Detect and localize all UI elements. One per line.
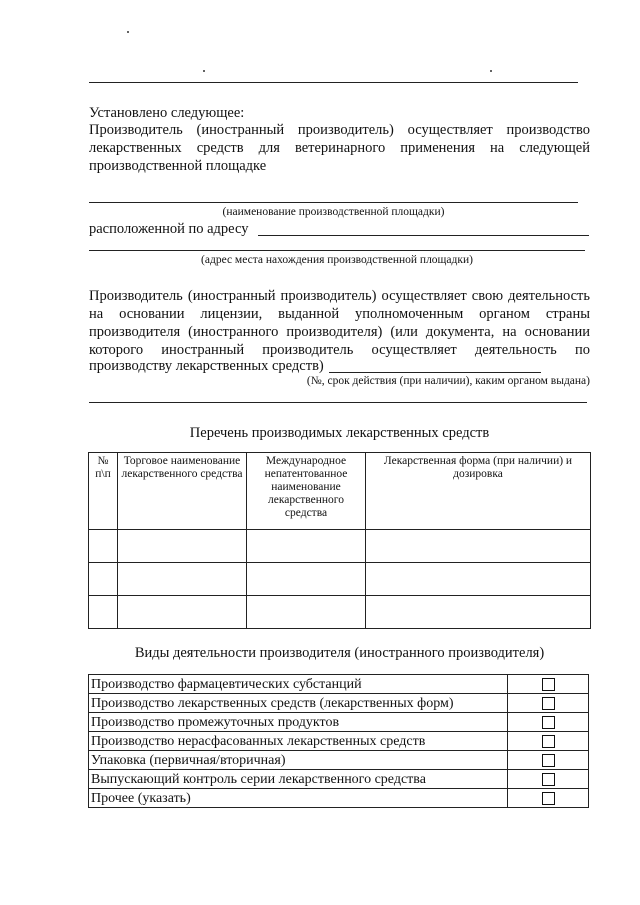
activity-row [89,789,589,808]
checkbox-icon[interactable] [542,716,555,729]
activity-label: Производство нерасфасованных лекарственных средств [89,732,508,751]
activity-row [89,694,589,713]
address-line-2 [89,250,585,251]
products-table [88,452,591,629]
license-caption: (№, срок действия (при наличии), каким органом выдана) [306,375,590,387]
license-line: Производитель (иностранный производитель) осуществляет свою деятельность [89,288,590,304]
activity-label: Прочее (указать) [89,789,508,808]
intro-heading: Установлено следующее: [89,105,245,121]
address-label: расположенной по адресу [89,221,249,237]
col-header-number: № п\п [89,453,118,530]
activity-row [89,751,589,770]
table-row [89,530,591,563]
col-header-inn: Международное непатентованное наименование лекарственного средства [247,453,366,530]
activity-label: Выпускающий контроль серии лекарственного средства [89,770,508,789]
products-title: Перечень производимых лекарственных средств [189,425,490,441]
site-name-line [89,202,578,203]
checkbox-icon[interactable] [542,697,555,710]
intro-line: лекарственных средств для ветеринарного применения на следующей [89,140,590,156]
license-line: производству лекарственных средств) [89,358,324,374]
checkbox-icon[interactable] [542,773,555,786]
col-header-trade-name: Торговое наименование лекарственного средства [118,453,247,530]
license-line: которого иностранный производитель осуществляет деятельность по [89,342,590,358]
address-line [258,235,589,236]
activity-label: Производство лекарственных средств (лекарственных форм) [89,694,508,713]
scan-speck [203,70,205,72]
activity-label: Упаковка (первичная/вторичная) [89,751,508,770]
col-header-dosage-form: Лекарственная форма (при наличии) и дозировка [366,453,591,530]
checkbox-icon[interactable] [542,754,555,767]
checkbox-icon[interactable] [542,792,555,805]
checkbox-icon[interactable] [542,678,555,691]
activity-label: Производство фармацевтических субстанций [89,675,508,694]
intro-line: производственной площадке [89,158,267,174]
address-caption: (адрес места нахождения производственной площадки) [201,254,473,266]
intro-line: Производитель (иностранный производитель) осуществляет производство [89,122,590,138]
license-line-2 [89,402,587,403]
activity-row [89,770,589,789]
activities-title: Виды деятельности производителя (иностранного производителя) [134,645,545,661]
activity-row [89,713,589,732]
license-number-line [329,372,541,373]
checkbox-icon[interactable] [542,735,555,748]
table-row [89,563,591,596]
scan-speck [490,70,492,72]
scan-speck [127,31,129,33]
activity-label: Производство промежуточных продуктов [89,713,508,732]
activities-table [88,674,589,808]
activity-row [89,675,589,694]
activity-row [89,732,589,751]
top-rule [89,82,578,83]
site-name-caption: (наименование производственной площадки) [222,206,445,218]
table-row [89,596,591,629]
license-line: производителя (иностранного производителя) (или документа, на основании [89,324,590,340]
license-line: на основании лицензии, выданной уполномоченным органом страны [89,306,590,322]
